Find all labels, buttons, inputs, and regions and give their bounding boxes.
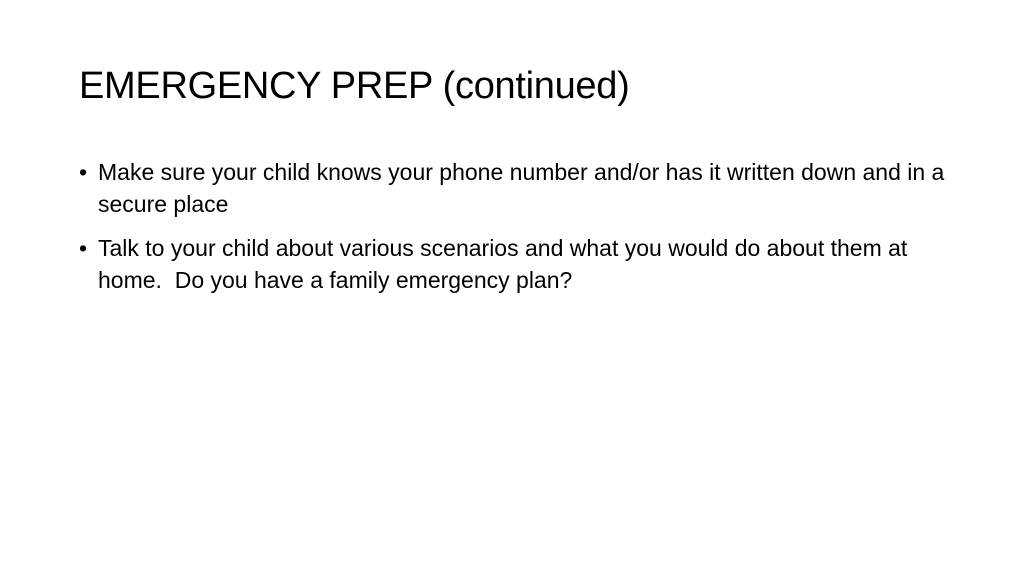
bullet-text: Talk to your child about various scenarios and what you would do about them at home. Do you have a family emergency plan? xyxy=(98,235,914,293)
bullet-point-icon: • xyxy=(79,159,88,185)
slide-title: EMERGENCY PREP (continued) xyxy=(79,65,630,107)
bullet-item xyxy=(79,232,959,296)
bullet-point-icon: • xyxy=(79,235,88,261)
bullet-list xyxy=(79,156,959,308)
bullet-item xyxy=(79,156,959,220)
bullet-text: Make sure your child knows your phone number and/or has it written down and in a secure place xyxy=(98,159,945,217)
